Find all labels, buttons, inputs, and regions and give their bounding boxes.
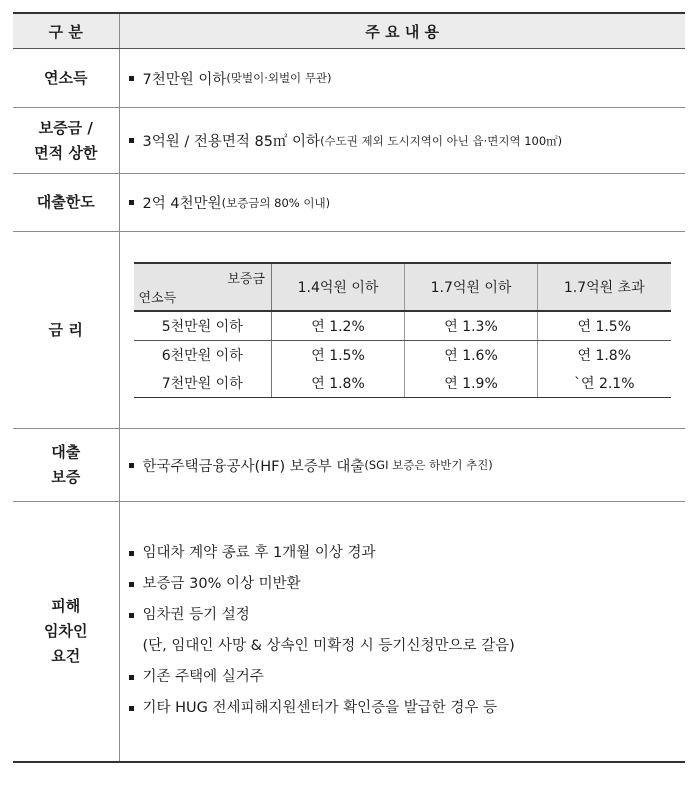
limit-note: (보증금의 80% 이내) xyxy=(221,195,331,210)
list-item-continuation: (단, 임대인 사망 & 상속인 미확정 시 등기신청만으로 갈음) xyxy=(142,638,515,655)
victim-row xyxy=(13,502,685,762)
limit-text: 2억 4천만원 xyxy=(142,196,222,212)
header-row xyxy=(13,13,685,49)
income-text: 7천만원 이하 xyxy=(142,71,227,88)
victim-label-line1: 피해 xyxy=(51,596,81,615)
rate-value-cell: 연 1.9% xyxy=(405,369,538,398)
rate-column-header: 1.7억원 이하 xyxy=(405,263,538,311)
rate-table-row xyxy=(134,369,671,398)
header-content: 주 요 내 용 xyxy=(119,13,685,49)
income-row xyxy=(13,49,685,108)
rate-label: 금 리 xyxy=(13,232,119,429)
rate-value-cell: 연 1.6% xyxy=(405,341,538,370)
bullet-icon xyxy=(129,551,134,556)
rate-value-cell: 연 1.8% xyxy=(577,348,632,364)
rate-value-cell: 연 1.5% xyxy=(272,341,405,370)
rate-column-header: 1.4억원 이하 xyxy=(272,263,405,311)
bullet-icon xyxy=(129,76,134,81)
deposit-note: (수도권 제외 도시지역이 아닌 읍·면지역 100㎡) xyxy=(320,133,563,148)
bullet-icon xyxy=(129,582,134,587)
victim-label xyxy=(13,502,119,762)
rate-income-cell: 7천만원 이하 xyxy=(134,369,272,398)
deposit-label-line2: 면적 상한 xyxy=(34,143,98,162)
victim-label-line3: 요건 xyxy=(51,646,81,665)
rate-column-header: 1.7억원 초과 xyxy=(538,263,671,311)
limit-label: 대출한도 xyxy=(13,174,119,232)
rate-income-cell: 5천만원 이하 xyxy=(134,311,272,341)
income-note: (맞벌이·외벌이 무관) xyxy=(226,71,332,85)
list-item: 보증금 30% 이상 미반환 xyxy=(129,569,686,600)
guarantee-row xyxy=(13,429,685,502)
corner-income-label: 연소득 xyxy=(138,291,177,306)
rate-content xyxy=(119,232,685,429)
bullet-icon xyxy=(129,138,134,143)
income-content xyxy=(119,49,685,108)
guarantee-label-line2: 보증 xyxy=(51,468,81,486)
list-item: 임차권 등기 설정 xyxy=(129,600,686,631)
bullet-icon xyxy=(129,200,134,205)
deposit-text: 3억원 / 전용면적 85㎡ 이하 xyxy=(142,134,321,150)
victim-content xyxy=(119,502,685,762)
limit-row xyxy=(13,174,685,232)
guarantee-text: 한국주택금융공사(HF) 보증부 대출 xyxy=(142,458,365,475)
guarantee-content xyxy=(119,429,685,502)
rate-value-cell: 연 1.8% xyxy=(272,369,405,398)
limit-content xyxy=(119,174,685,232)
deposit-content xyxy=(119,108,685,174)
list-item: 기타 HUG 전세피해지원센터가 확인증을 발급한 경우 등 xyxy=(129,693,686,724)
rate-table-row xyxy=(134,341,671,370)
rate-table-row xyxy=(134,311,671,341)
rate-table xyxy=(134,262,671,398)
rate-value-cell: 연 1.3% xyxy=(405,311,538,341)
guarantee-label xyxy=(13,429,119,502)
list-item: 기존 주택에 실거주 xyxy=(129,662,686,693)
rate-header-row xyxy=(134,263,671,311)
deposit-label-line1: 보증금 / xyxy=(38,118,93,137)
rate-value-cell: `연 2.1% xyxy=(538,369,671,398)
rate-row xyxy=(13,232,685,429)
bullet-icon xyxy=(129,675,134,680)
rate-income-cell: 6천만원 이하 xyxy=(134,341,272,370)
list-item: 임대차 계약 종료 후 1개월 이상 경과 xyxy=(129,538,686,569)
bullet-icon xyxy=(129,706,134,711)
guarantee-label-line1: 대출 xyxy=(51,443,81,461)
loan-info-table xyxy=(13,12,685,763)
income-label: 연소득 xyxy=(13,49,119,108)
bullet-icon xyxy=(129,613,134,618)
header-category: 구 분 xyxy=(13,13,119,49)
corner-deposit-label: 보증금 xyxy=(227,272,265,287)
deposit-label xyxy=(13,108,119,174)
rate-value-cell: 연 1.5% xyxy=(538,311,671,341)
rate-corner-cell xyxy=(134,263,272,311)
bullet-icon xyxy=(129,463,134,468)
guarantee-note: (SGI 보증은 하반기 추진) xyxy=(364,458,493,472)
victim-label-line2: 임차인 xyxy=(44,621,88,640)
rate-value-cell: 연 1.2% xyxy=(272,311,405,341)
deposit-row xyxy=(13,108,685,174)
